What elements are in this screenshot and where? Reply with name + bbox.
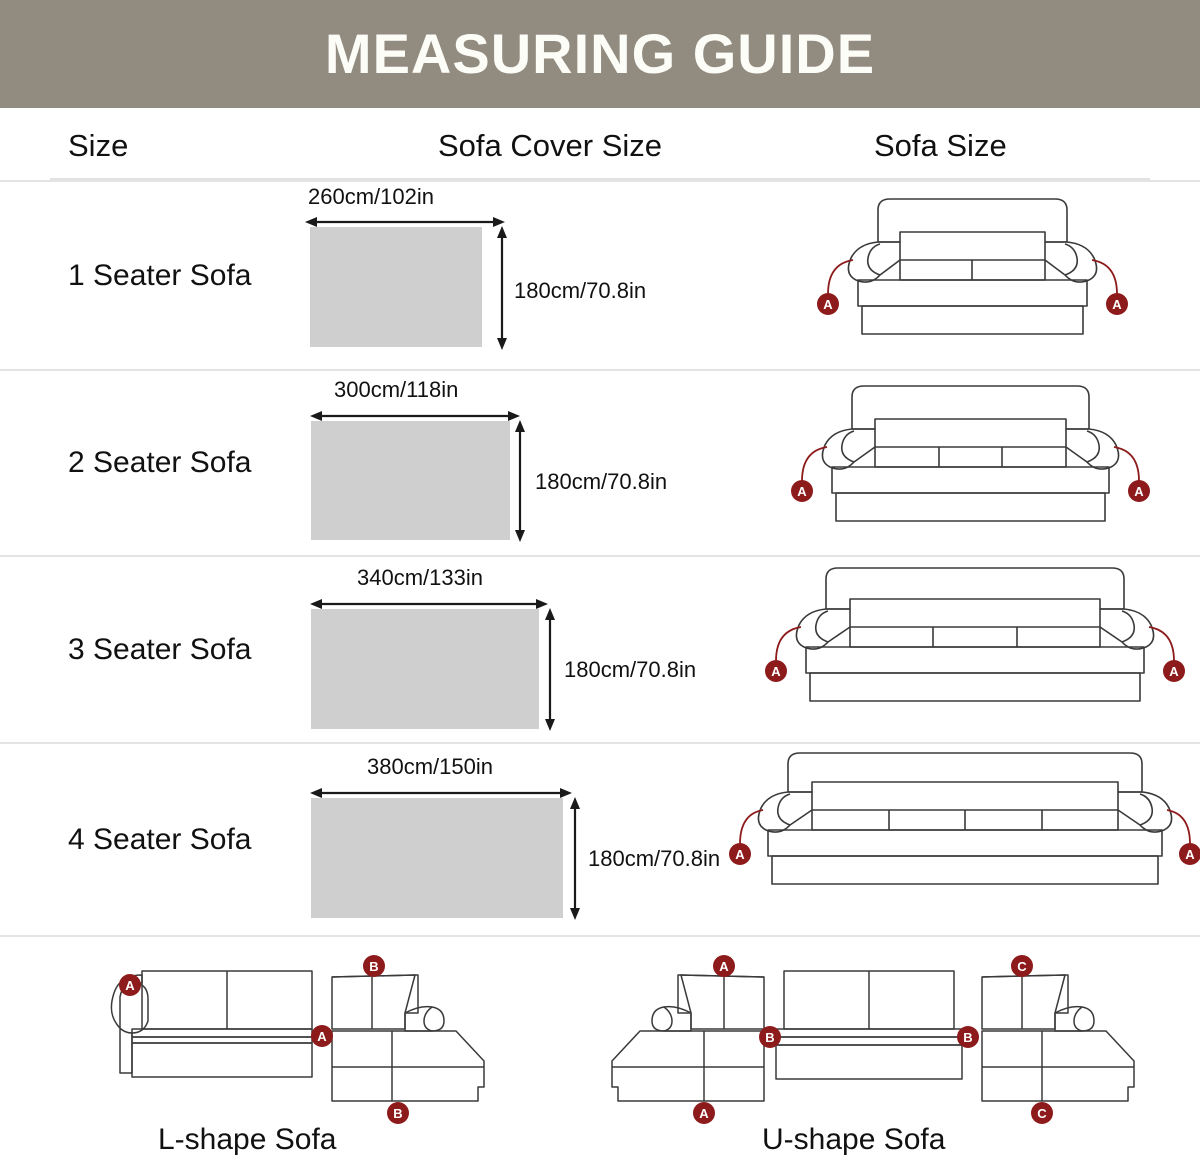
marker-a-bottom-ushape (693, 1102, 715, 1124)
cover-rect-2 (311, 421, 510, 540)
page-title: MEASURING GUIDE (324, 22, 876, 85)
sofa-drawing-3-seater (740, 557, 1200, 744)
svg-text:A: A (1169, 664, 1179, 679)
sofa-illustration-cell-1 (740, 182, 1200, 371)
cover-width-label-3: 340cm/133in (357, 565, 483, 590)
cover-rect-4 (311, 798, 563, 918)
cover-height-label-3: 180cm/70.8in (564, 657, 697, 682)
cover-size-cell-4 (0, 744, 740, 937)
cover-size-cell-3 (0, 557, 740, 744)
table-column-headers (0, 108, 1200, 180)
cover-size-cell-1 (0, 182, 740, 371)
sofa-drawing-4-seater (720, 744, 1200, 937)
column-header-size: Size (68, 128, 129, 163)
row-label-3-seater: 3 Seater Sofa (68, 632, 252, 666)
marker-a-left-3 (765, 660, 787, 682)
svg-text:A: A (317, 1029, 327, 1044)
svg-text:A: A (719, 959, 729, 974)
svg-text:A: A (823, 297, 833, 312)
sofa-drawing-u-shape (598, 941, 1174, 1121)
l-shape-illustration (60, 941, 580, 1121)
svg-text:A: A (735, 847, 745, 862)
cover-width-label-2: 300cm/118in (334, 377, 459, 402)
sectional-shapes-section (0, 935, 1200, 1171)
cover-rect-1 (310, 227, 482, 347)
svg-text:A: A (699, 1106, 709, 1121)
table-row (0, 180, 1200, 369)
cover-rect-3 (311, 609, 539, 729)
page-header-banner (0, 0, 1200, 108)
marker-b-bottom-lshape (387, 1102, 409, 1124)
sofa-drawing-l-shape (60, 941, 580, 1121)
svg-text:B: B (963, 1030, 973, 1045)
height-arrow-3 (543, 608, 557, 731)
height-arrow-2 (513, 420, 527, 542)
marker-b-right-ushape (957, 1026, 979, 1048)
sofa-illustration-cell-4 (720, 744, 1200, 937)
marker-c-top-ushape (1011, 955, 1033, 977)
u-shape-illustration (598, 941, 1174, 1121)
marker-a-left-2 (791, 480, 813, 502)
svg-text:B: B (393, 1106, 403, 1121)
marker-a-left-4 (729, 843, 751, 865)
sofa-illustration-cell-3 (740, 557, 1200, 744)
cover-height-label-2: 180cm/70.8in (535, 469, 668, 494)
sofa-illustration-cell-2 (740, 371, 1200, 557)
marker-a-right-2 (1128, 480, 1150, 502)
column-header-cover-size: Sofa Cover Size (438, 128, 662, 163)
cover-size-cell-2 (0, 371, 740, 557)
sofa-drawing-1-seater (740, 182, 1200, 371)
svg-text:B: B (369, 959, 379, 974)
row-label-4-seater: 4 Seater Sofa (68, 822, 252, 856)
marker-a-right-4 (1179, 843, 1200, 865)
marker-c-bottom-ushape (1031, 1102, 1053, 1124)
height-arrow-4 (568, 797, 582, 920)
svg-text:A: A (1112, 297, 1122, 312)
row-label-1-seater: 1 Seater Sofa (68, 258, 252, 292)
cover-height-label-1: 180cm/70.8in (514, 278, 647, 303)
l-shape-caption: L-shape Sofa (158, 1123, 337, 1156)
svg-text:A: A (771, 664, 781, 679)
table-row (0, 742, 1200, 935)
height-arrow-1 (495, 226, 509, 350)
svg-text:C: C (1037, 1106, 1047, 1121)
svg-text:A: A (797, 484, 807, 499)
column-header-sofa-size: Sofa Size (874, 128, 1007, 163)
svg-text:B: B (765, 1030, 775, 1045)
sofa-drawing-2-seater (740, 371, 1200, 557)
marker-a-left-lshape (119, 974, 141, 996)
marker-a-right-3 (1163, 660, 1185, 682)
marker-a-middle-lshape (311, 1025, 333, 1047)
cover-height-label-4: 180cm/70.8in (588, 846, 721, 871)
marker-a-top-ushape (713, 955, 735, 977)
cover-width-label-4: 380cm/150in (367, 754, 493, 779)
row-label-2-seater: 2 Seater Sofa (68, 446, 252, 479)
cover-width-label-1: 260cm/102in (308, 184, 434, 209)
table-row (0, 369, 1200, 555)
marker-a-left-1 (817, 293, 839, 315)
svg-text:A: A (1134, 484, 1144, 499)
u-shape-caption: U-shape Sofa (762, 1123, 946, 1156)
marker-a-right-1 (1106, 293, 1128, 315)
svg-text:C: C (1017, 959, 1027, 974)
svg-text:A: A (125, 978, 135, 993)
svg-text:A: A (1185, 847, 1195, 862)
marker-b-top-lshape (363, 955, 385, 977)
table-row (0, 555, 1200, 742)
marker-b-left-ushape (759, 1026, 781, 1048)
